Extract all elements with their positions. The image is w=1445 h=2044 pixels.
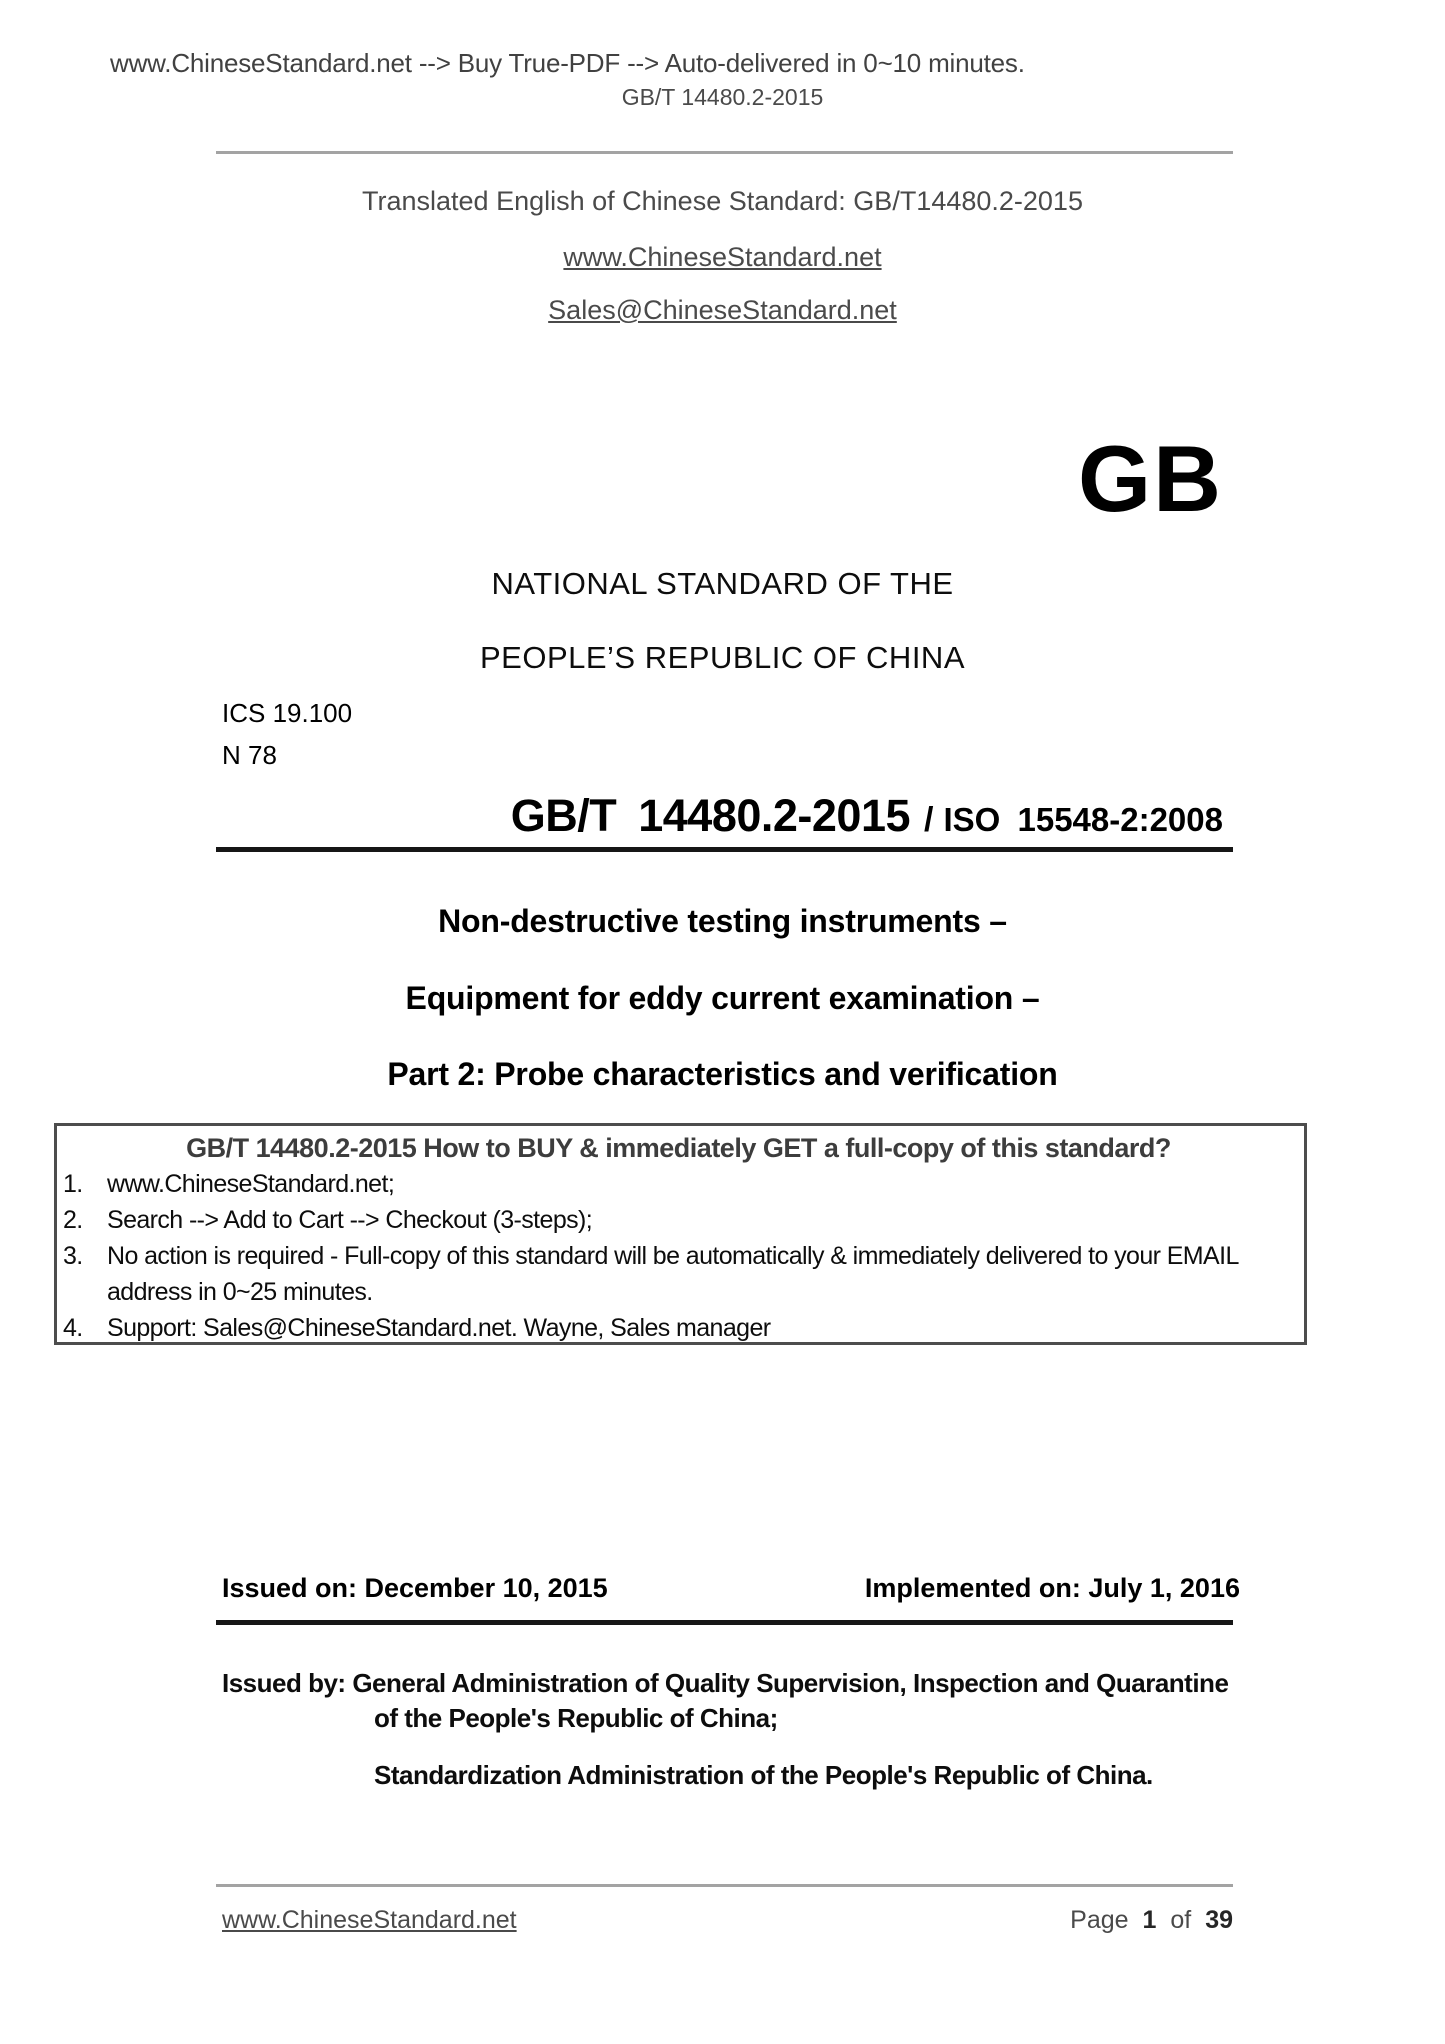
buy-box-heading: GB/T 14480.2-2015 How to BUY & immediately GET a full-copy of this standard? [186,1133,1171,1163]
gb-standard-number: GB/T 14480.2-2015 [510,790,911,841]
iso-standard-number: ISO 15548-2:2008 [943,801,1223,838]
email-link[interactable]: Sales@ChineseStandard.net [548,295,897,325]
footer-divider-line [216,1884,1233,1887]
dates-underline [216,1620,1233,1625]
buy-step-3 [63,1238,1294,1310]
national-standard-line1: NATIONAL STANDARD OF THE [491,566,954,601]
buy-step-3-text: No action is required - Full-copy of this standard will be automatically & immediately delivered to your EMAIL address in 0~25 minutes. [107,1242,1238,1306]
footer-website-link[interactable]: www.ChineseStandard.net [222,1906,517,1934]
header-standard-code: GB/T 14480.2-2015 [621,84,824,110]
buy-step-4-text: Support: Sales@ChineseStandard.net. Wayne, Sales manager [107,1314,771,1342]
footer-page-label: Page [1070,1906,1129,1934]
ics-code: ICS 19.100 [222,698,353,728]
buy-step-1-number: 1. [63,1170,83,1198]
footer-page-current: 1 [1142,1906,1157,1934]
website-link[interactable]: www.ChineseStandard.net [563,242,882,272]
document-title-line3: Part 2: Probe characteristics and verification [387,1056,1058,1092]
header-promo-line: www.ChineseStandard.net --> Buy True-PDF --> Auto-delivered in 0~10 minutes. [110,48,1025,78]
issued-by-agency-2: Standardization Administration of the People's Republic of China. [374,1760,1153,1790]
issued-on-date: Issued on: December 10, 2015 [222,1573,608,1603]
buy-step-3-number: 3. [63,1242,83,1270]
footer-page-indicator [1070,1906,1233,1935]
dates-row [222,1573,1240,1604]
footer-of-label: of [1170,1906,1192,1934]
buy-step-4-number: 4. [63,1314,83,1342]
header-divider-line [216,151,1233,154]
buy-step-1 [63,1166,1294,1202]
document-title-line1: Non-destructive testing instruments – [438,903,1007,939]
buy-step-2-text: Search --> Add to Cart --> Checkout (3-steps); [107,1206,593,1234]
buy-step-1-text[interactable]: www.ChineseStandard.net; [107,1170,395,1198]
buy-step-4 [63,1310,1294,1346]
buy-step-2-number: 2. [63,1206,83,1234]
implemented-on-date: Implemented on: July 1, 2016 [864,1573,1240,1603]
buy-instructions-box [54,1123,1307,1345]
buy-step-2 [63,1202,1294,1238]
standard-number-separator: / [924,801,934,839]
issued-by-paragraph-1 [222,1666,1234,1736]
issued-by-block [222,1666,1234,1793]
document-title-line2: Equipment for eddy current examination – [405,980,1040,1016]
page-footer [222,1906,1233,1935]
standard-number [511,790,1223,842]
footer-page-total: 39 [1205,1906,1233,1934]
issued-by-agency-1: General Administration of Quality Supervision, Inspection and Quarantine of the People's Republic of China; [352,1668,1229,1733]
standard-number-underline [216,847,1233,852]
issued-by-label: Issued by: [222,1668,346,1698]
translated-title-line: Translated English of Chinese Standard: GB/T14480.2-2015 [362,186,1083,216]
gb-logo: GB [1078,426,1223,531]
national-standard-line2: PEOPLE’S REPUBLIC OF CHINA [479,640,965,675]
n-classification-code: N 78 [222,740,277,770]
